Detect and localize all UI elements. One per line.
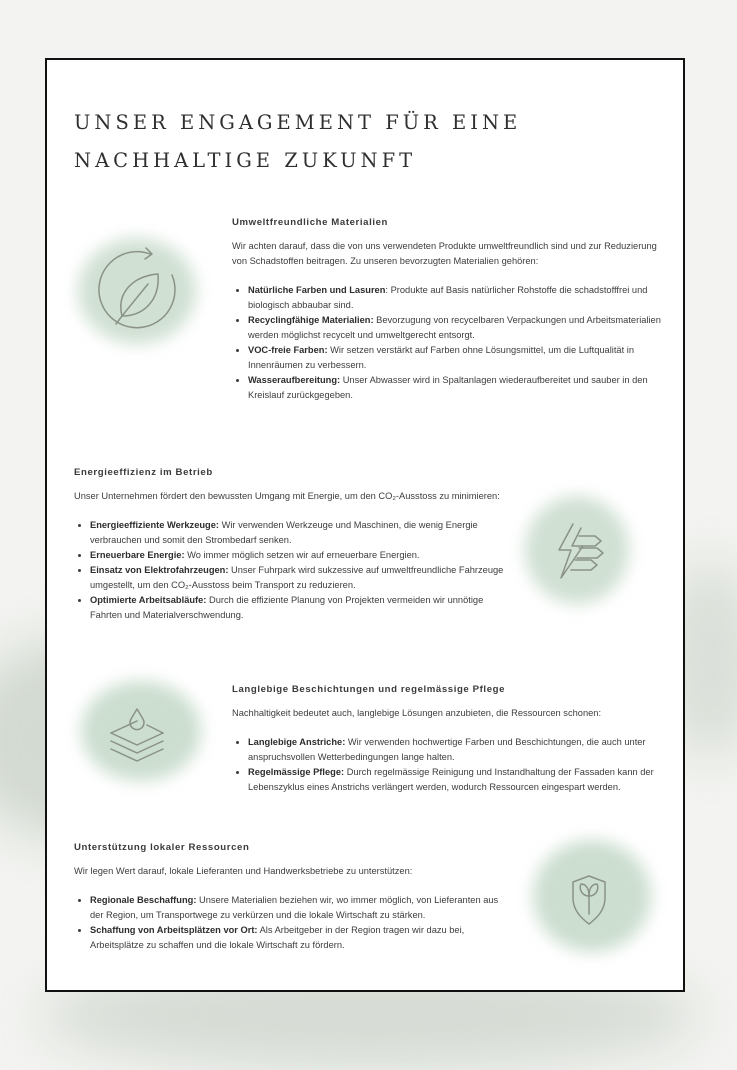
item-term: Erneuerbare Energie: (90, 550, 185, 560)
section-intro: Nachhaltigkeit bedeutet auch, langlebige Lösungen anzubieten, die Ressourcen schonen: (232, 708, 602, 718)
section-intro: Unser Unternehmen fördert den bewussten Umgang mit Energie, um den CO₂-Ausstoss zu minimieren: (74, 491, 500, 501)
list-item (248, 373, 662, 403)
list-item (90, 563, 504, 593)
section-heading: Unterstützung lokaler Ressourcen (74, 842, 250, 853)
item-term: Recyclingfähige Materialien: (248, 315, 374, 325)
list-item (90, 593, 504, 623)
item-text: Wir setzen verstärkt auf Farben ohne Lösungsmittel, um die Luftqualität in Innenräumen zu verbessern. (248, 345, 634, 370)
list-item (248, 735, 667, 765)
item-term: Regionale Beschaffung: (90, 895, 197, 905)
list-item (248, 765, 667, 795)
item-text: Unser Fuhrpark wird sukzessive auf umweltfreundliche Fahrzeuge umgestellt, um den CO₂-Ausstoss beim Transport zu reduzieren. (90, 565, 504, 590)
item-term: Schaffung von Arbeitsplätzen vor Ort: (90, 925, 258, 935)
item-term: VOC-freie Farben: (248, 345, 328, 355)
item-term: Regelmässige Pflege: (248, 767, 345, 777)
item-term: Einsatz von Elektrofahrzeugen: (90, 565, 229, 575)
item-term: Wasseraufbereitung: (248, 375, 341, 385)
list-item (90, 548, 504, 563)
item-text: Durch die effiziente Planung von Projekten vermeiden wir unnötige Fahrten und Materialverschwendung. (90, 595, 484, 620)
section-intro: Wir achten darauf, dass die von uns verwendeten Produkte umweltfreundlich sind und zur Reduzierung von Schadstoffen beitragen. Zu unseren bevorzugten Materialien gehören: (232, 241, 657, 266)
page-title: UNSER ENGAGEMENT FÜR EINE NACHHALTIGE ZUKUNFT (74, 111, 522, 172)
list-item (90, 893, 504, 923)
section-intro: Wir legen Wert darauf, lokale Lieferanten und Handwerksbetriebe zu unterstützen: (74, 866, 413, 876)
item-text: : Produkte auf Basis natürlicher Rohstoffe die schadstofffrei und biologisch abbaubar sind. (248, 285, 648, 310)
item-text: Unser Abwasser wird in Spaltanlagen wiederaufbereitet und sauber in den Kreislauf zurückgegeben. (248, 375, 648, 400)
section-local-resources (74, 840, 504, 953)
section-coatings (232, 682, 667, 795)
list-item (248, 313, 662, 343)
item-text: Als Arbeitgeber in der Region tragen wir dazu bei, Arbeitsplätze zu schaffen und die lokale Wirtschaft zu fördern. (90, 925, 465, 950)
list-item (248, 283, 662, 313)
item-text: Wir verwenden Werkzeuge und Maschinen, die wenig Energie verbrauchen und somit den Strombedarf senken. (90, 520, 478, 545)
section-materials (232, 215, 662, 403)
list-item (90, 923, 504, 953)
item-text: Durch regelmässige Reinigung und Instandhaltung der Fassaden kann der Lebenszyklus eines Anstrichs verlängert werden, wodurch Ressourcen eingespart werden. (248, 767, 654, 792)
section-energy (74, 465, 504, 623)
section-heading: Energieeffizienz im Betrieb (74, 467, 213, 478)
item-term: Natürliche Farben und Lasuren (248, 285, 386, 295)
item-text: Wir verwenden hochwertige Farben und Beschichtungen, die auch unter anspruchsvollen Wetterbedingungen lange halten. (248, 737, 646, 762)
water-drop-layers-icon (77, 675, 207, 785)
item-text: Wo immer möglich setzen wir auf erneuerbare Energien. (184, 550, 420, 560)
list-item (248, 343, 662, 373)
bullet-list (74, 893, 504, 953)
bullet-list (232, 735, 667, 795)
section-heading: Langlebige Beschichtungen und regelmässige Pflege (232, 684, 506, 695)
item-term: Langlebige Anstriche: (248, 737, 346, 747)
item-text: Bevorzugung von recycelbaren Verpackungen und Arbeitsmaterialien werden möglichst recycelt und umweltgerecht entsorgt. (248, 315, 661, 340)
item-term: Energieeffiziente Werkzeuge: (90, 520, 219, 530)
item-text: Unsere Materialien beziehen wir, wo immer möglich, von Lieferanten aus der Region, um Transportwege zu verkürzen und die lokale Wirtschaft zu stärken. (90, 895, 499, 920)
section-heading: Umweltfreundliche Materialien (232, 217, 389, 228)
item-term: Optimierte Arbeitsabläufe: (90, 595, 207, 605)
document-page (45, 58, 685, 992)
bullet-list (232, 283, 662, 403)
energy-bolt-icon (517, 490, 637, 610)
sprout-shield-icon (527, 830, 657, 960)
leaf-recycle-icon (72, 230, 202, 350)
bullet-list (74, 518, 504, 623)
list-item (90, 518, 504, 548)
